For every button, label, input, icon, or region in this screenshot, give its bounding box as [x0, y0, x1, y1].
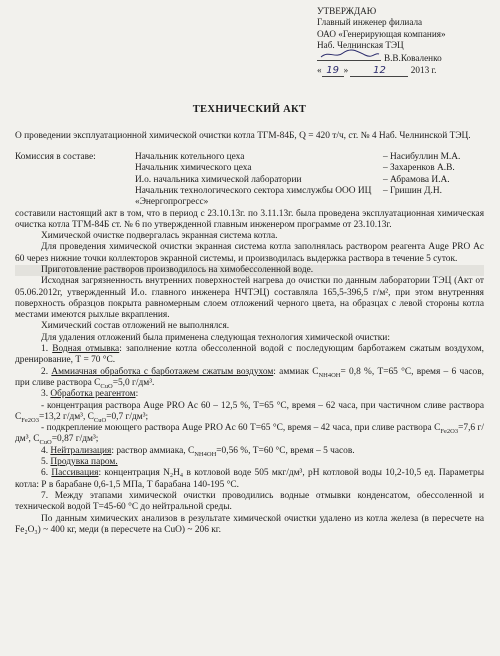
commission-role: Начальник технологического сектора химслужбы ООО ИЦ «Энергопрогресс» [135, 185, 372, 208]
paragraph-summary: составили настоящий акт в том, что в период с 23.10.13г. по 3.11.13г. была проведена эксплуатационная химическая очистка котла ТГМ-84Б ст. № 6 по утвержденной главным инженером программе от 23.10.13г. [15, 208, 484, 230]
commission-member: – Захаренков А.В. [383, 163, 455, 174]
step-4-title: Нейтрализация [50, 445, 112, 456]
step-1-title: Водная отмывка [52, 344, 120, 355]
step-3-b-mid: =7,6 г/дм³, С [15, 423, 484, 445]
paragraph-technology: Для удаления отложений была применена следующая технология химической очистки: [41, 332, 390, 343]
step-3-title: Обработка реагентом [50, 389, 136, 400]
step-3-a-sub: Fe2O3 [21, 416, 39, 424]
approval-heading: УТВЕРЖДАЮ [317, 6, 377, 16]
commission-role: И.о. начальника химической лаборатории [135, 174, 302, 185]
document-title: ТЕХНИЧЕСКИЙ АКТ [192, 104, 307, 116]
step-3-a-text: - концентрация раствора Auge PRO Ac 60 – 12,5 %, Т=65 °С, время – 62 часа, при частичном сливе раствора С [15, 400, 484, 422]
commission-member: – Насибуллин М.А. [383, 152, 461, 163]
commission-member: – Гришин Д.Н. [383, 185, 443, 196]
commission-block [15, 152, 484, 208]
step-6-text: : концентрация N₂H₄ в котловой воде 505 мкг/дм³, pH котловой воды 10,2-10,5 ед. Параметры котла: Р в барабане 0,6-1,5 МПа, Т барабана 140-195 °С. [15, 468, 485, 490]
approval-block [317, 6, 500, 77]
commission-names [383, 152, 484, 208]
signature-image [317, 52, 381, 61]
step-7-text: Между этапами химической очистки проводились водные отмывки конденсатом, обессоленной и технической водой Т=45-60 °С до нейтральной среды. [15, 490, 484, 513]
paragraph-scope: Химической очистке подвергалась экранная система котла. [41, 231, 278, 242]
step-3-a-sub2: CuO [93, 416, 107, 424]
step-2-end: =5,0 г/дм³. [112, 377, 155, 388]
step-2-sub: NH4OH [318, 371, 341, 379]
step-3-b-sub2: CuO [39, 439, 52, 447]
step-3: 3. Обработка реагентом: [41, 389, 139, 400]
paragraph-composition: Химический состав отложений не выполнялся. [41, 321, 230, 332]
step-3-b-sub: Fe2O3 [440, 428, 459, 436]
lead-paragraph: О проведении эксплуатационной химической очистки котла ТГМ-84Б, Q = 420 т/ч, ст. № 4 Наб. Челнинской ТЭЦ. [15, 130, 471, 141]
commission-role: Начальник котельного цеха [135, 152, 245, 163]
approval-line-1: Главный инженер филиала [317, 17, 423, 28]
paragraph-result: По данным химических анализов в результате химической очистки удалено из котла железа (в пересчете на Fe₂O₃) ~ 400 кг, меди (в пересчете на CuO) ~ 206 кг. [15, 513, 484, 535]
approval-month: 12 [350, 65, 408, 77]
approval-date: « 19 » 12 2013 г. [317, 65, 437, 77]
paragraph-contamination: Исходная загрязненность внутренних поверхностей нагрева до очистки по данным лаборатории ТЭЦ (Акт от 05.06.2012г, утвержденный И.о. главного инженера НЧТЭЦ) составляла 165,5-396,5 г/м², при этом внутренняя поверхность образцов покрыта равномерным слоем отложений черного цвета, на образцах с левой стороны котла местами имеются рыхлые вкрапления. [15, 276, 484, 321]
step-4-end: =0,56 %, Т=60 °С, время – 5 часов. [216, 445, 355, 456]
step-4: 4. Нейтрализация: раствор аммиака, $С_{NH4OH}=0,56$ %, Т=60 °С, время – 5 часов. [41, 445, 355, 458]
step-3-b [15, 423, 484, 446]
commission-roles [135, 152, 383, 208]
signer-name: В.В.Коваленко [384, 52, 442, 63]
step-1: 1. Водная отмывка: заполнение котла обессоленной водой с последующим барботажем сжатым воздухом, дренирование, Т = 70 °С. [15, 344, 485, 366]
approval-year: 2013 г. [410, 65, 437, 76]
step-5-title: Продувка паром. [50, 457, 118, 468]
step-2-sub2: CuO [100, 382, 113, 390]
step-2-title: Аммиачная обработка с барботажем сжатым воздухом [51, 366, 274, 377]
step-3-b-text: - подкрепление моющего раствора Auge PRO Ac 60 Т=65 °С, время – 42 часа, при сливе раствора С [41, 423, 441, 434]
step-7: 7. Между этапами химической очистки проводились водные отмывки конденсатом, обессоленной и технической водой Т=45-60 °С до нейтральной среды. [15, 490, 484, 513]
step-1-text: : заполнение котла обессоленной водой с последующим барботажем сжатым воздухом, дренирование, Т = 70 °С. [15, 344, 485, 366]
step-4-sub: NH4OH [194, 450, 217, 458]
paragraph-water: Приготовление растворов производилось на химобессоленной воде. [15, 265, 484, 276]
step-4-text: : раствор аммиака, С [111, 445, 195, 456]
step-2-rest: = 0,8 %, Т=65 °С, время – 6 часов, при сливе раствора С [15, 366, 484, 388]
commission-role: Начальник химического цеха [135, 163, 252, 174]
step-3-b-end: =0,87 г/дм³; [51, 434, 99, 445]
step-6-title: Пассивация [51, 468, 99, 479]
step-5: 5. Продувка паром. [41, 457, 118, 468]
approval-line-3: Наб. Челнинская ТЭЦ [317, 40, 404, 51]
step-2: 2. Аммиачная обработка с барботажем сжатым воздухом: аммиак $С_{NH4OH}= 0,8$ %, Т=65 °С, время – 6 часов, при сливе раствора $С_{CuO}=5,0$ г/дм³. [15, 366, 484, 390]
step-6: 6. Пассивация: концентрация N₂H₄ в котловой воде 505 мкг/дм³, pH котловой воды 10,2-10,5 ед. Параметры котла: Р в барабане 0,6-1,5 МПа, Т барабана 140-195 °С. [15, 468, 485, 490]
step-3-a [15, 401, 484, 424]
step-3-a-end: =0,7 г/дм³; [106, 411, 149, 422]
approval-day: 19 [322, 65, 344, 77]
signature-line [317, 52, 500, 64]
approval-line-2: ОАО «Генерирующая компания» [317, 28, 446, 39]
commission-member: – Абрамова И.А. [383, 174, 450, 185]
commission-label: Комиссия в составе: [15, 152, 96, 163]
paragraph-procedure: Для проведения химической очистки экранная система котла заполнялась раствором реагента Auge PRO Ac 60 через нижние точки коллекторов экранной системы, и производилась выдержка раствора в течение 5 суток. [15, 242, 484, 264]
step-3-a-mid: =13,2 г/дм³, С [38, 411, 94, 422]
step-2-text: : аммиак С [273, 366, 319, 377]
